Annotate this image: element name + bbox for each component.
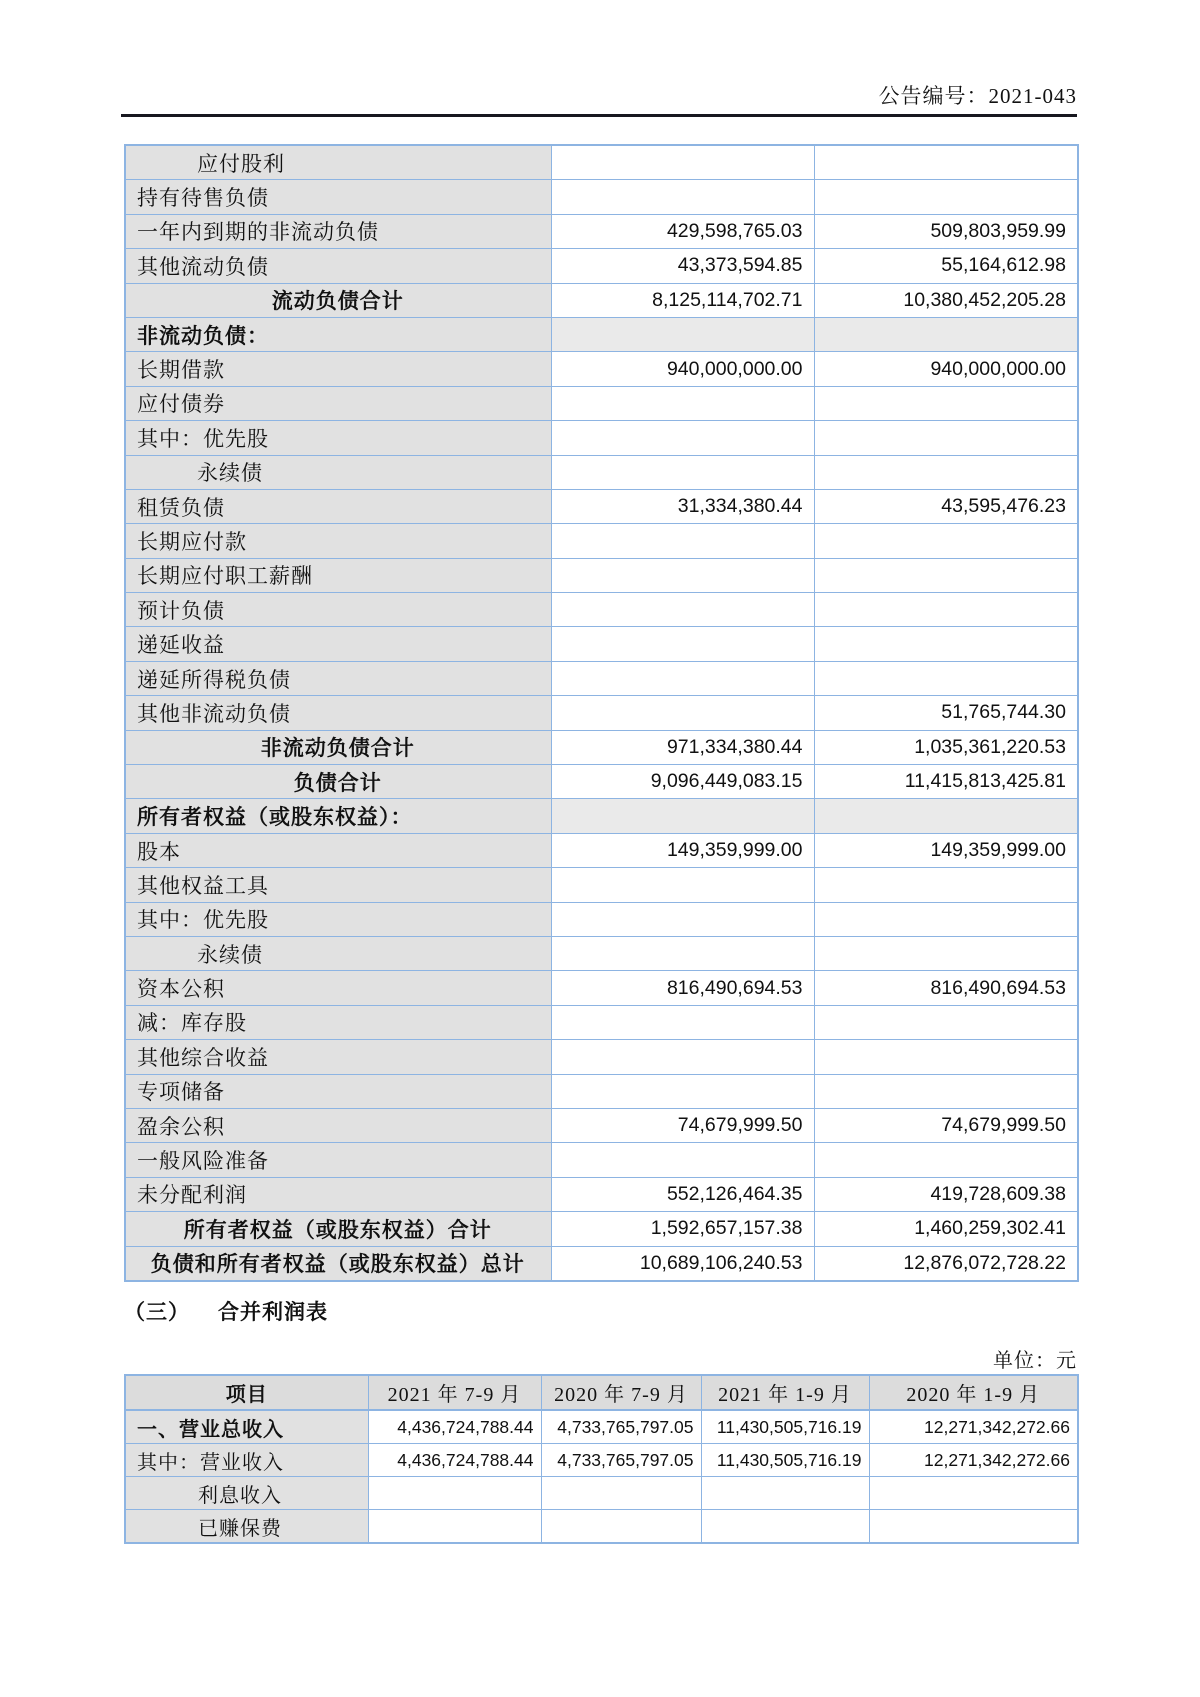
row-label: 其他综合收益 <box>125 1040 551 1074</box>
announcement-number: 公告编号：2021-043 <box>878 84 1077 108</box>
bs-value-1 <box>551 524 814 558</box>
is-value-4 <box>869 1477 1078 1510</box>
header-rule <box>121 114 1077 117</box>
row-label: 负债和所有者权益（或股东权益）总计 <box>125 1246 551 1281</box>
bs-value-2: 12,876,072,728.22 <box>814 1246 1078 1281</box>
is-value-4 <box>869 1510 1078 1544</box>
table-row-total <box>125 1246 1078 1281</box>
is-value-1: 4,436,724,788.44 <box>368 1444 541 1477</box>
bs-value-1 <box>551 421 814 455</box>
row-label: 租赁负债 <box>125 489 551 523</box>
row-label: 一、营业总收入 <box>125 1410 368 1444</box>
bs-value-2 <box>814 1143 1078 1177</box>
row-label: 永续债 <box>125 455 551 489</box>
table-row <box>125 352 1078 386</box>
bs-value-1 <box>551 936 814 970</box>
row-label: 一年内到期的非流动负债 <box>125 214 551 248</box>
is-value-1: 4,436,724,788.44 <box>368 1410 541 1444</box>
table-row <box>125 868 1078 902</box>
row-label: 预计负债 <box>125 593 551 627</box>
bs-value-2 <box>814 386 1078 420</box>
table-row <box>125 627 1078 661</box>
bs-value-1: 10,689,106,240.53 <box>551 1246 814 1281</box>
row-label: 非流动负债合计 <box>125 730 551 764</box>
bs-value-2: 51,765,744.30 <box>814 696 1078 730</box>
bs-value-2 <box>814 936 1078 970</box>
row-label: 流动负债合计 <box>125 283 551 317</box>
bs-value-2 <box>814 421 1078 455</box>
bs-value-2 <box>814 558 1078 592</box>
table-row-total <box>125 765 1078 799</box>
row-label: 永续债 <box>125 936 551 970</box>
row-label: 未分配利润 <box>125 1177 551 1211</box>
bs-value-2 <box>814 180 1078 214</box>
bs-value-1: 31,334,380.44 <box>551 489 814 523</box>
bs-value-2 <box>814 1074 1078 1108</box>
bs-value-1: 74,679,999.50 <box>551 1108 814 1142</box>
bs-value-1 <box>551 1143 814 1177</box>
bs-value-1 <box>551 593 814 627</box>
bs-value-2: 149,359,999.00 <box>814 833 1078 867</box>
section-number: （三） <box>124 1300 190 1324</box>
table-row <box>125 558 1078 592</box>
balance-sheet-table <box>124 144 1079 1282</box>
bs-value-2: 816,490,694.53 <box>814 971 1078 1005</box>
bs-value-1 <box>551 317 814 351</box>
is-value-2 <box>541 1510 701 1544</box>
table-row <box>125 489 1078 523</box>
bs-value-1 <box>551 558 814 592</box>
row-label: 盈余公积 <box>125 1108 551 1142</box>
row-label: 利息收入 <box>125 1477 368 1510</box>
bs-value-2: 940,000,000.00 <box>814 352 1078 386</box>
table-row <box>125 1074 1078 1108</box>
bs-value-2 <box>814 593 1078 627</box>
table-row <box>125 593 1078 627</box>
table-row <box>125 1510 1078 1544</box>
row-label: 减：库存股 <box>125 1005 551 1039</box>
table-row <box>125 1005 1078 1039</box>
bs-value-1 <box>551 696 814 730</box>
is-value-4: 12,271,342,272.66 <box>869 1444 1078 1477</box>
is-value-2 <box>541 1477 701 1510</box>
bs-value-2 <box>814 524 1078 558</box>
bs-value-2: 10,380,452,205.28 <box>814 283 1078 317</box>
bs-value-1: 8,125,114,702.71 <box>551 283 814 317</box>
table-row <box>125 249 1078 283</box>
bs-value-2 <box>814 868 1078 902</box>
is-value-3 <box>701 1510 869 1544</box>
row-label: 长期借款 <box>125 352 551 386</box>
row-label: 其中：优先股 <box>125 902 551 936</box>
unit-label: 单位：元 <box>993 1350 1077 1372</box>
row-label: 所有者权益（或股东权益）： <box>125 799 551 833</box>
table-row <box>125 1108 1078 1142</box>
row-label: 股本 <box>125 833 551 867</box>
row-label: 其中：营业收入 <box>125 1444 368 1477</box>
row-label: 其他流动负债 <box>125 249 551 283</box>
bs-value-2 <box>814 145 1078 180</box>
bs-value-1: 429,598,765.03 <box>551 214 814 248</box>
table-row-total <box>125 1212 1078 1246</box>
table-row <box>125 936 1078 970</box>
row-label: 已赚保费 <box>125 1510 368 1544</box>
row-label: 其他权益工具 <box>125 868 551 902</box>
bs-value-2 <box>814 1005 1078 1039</box>
is-value-2: 4,733,765,797.05 <box>541 1444 701 1477</box>
table-row-section <box>125 317 1078 351</box>
bs-value-2: 1,460,259,302.41 <box>814 1212 1078 1246</box>
table-row <box>125 1444 1078 1477</box>
column-header-2020-q3: 2020 年 7-9 月 <box>541 1375 701 1410</box>
column-header-2021-ytd: 2021 年 1-9 月 <box>701 1375 869 1410</box>
bs-value-2 <box>814 1040 1078 1074</box>
table-row <box>125 1177 1078 1211</box>
bs-value-1 <box>551 627 814 661</box>
table-row <box>125 524 1078 558</box>
table-row <box>125 214 1078 248</box>
table-row <box>125 661 1078 695</box>
table-row <box>125 180 1078 214</box>
bs-value-1 <box>551 799 814 833</box>
table-row <box>125 902 1078 936</box>
is-value-3: 11,430,505,716.19 <box>701 1410 869 1444</box>
is-value-3: 11,430,505,716.19 <box>701 1444 869 1477</box>
table-row <box>125 971 1078 1005</box>
table-header-row <box>125 1375 1078 1410</box>
row-label: 持有待售负债 <box>125 180 551 214</box>
bs-value-2 <box>814 902 1078 936</box>
row-label: 资本公积 <box>125 971 551 1005</box>
row-label: 一般风险准备 <box>125 1143 551 1177</box>
bs-value-1: 940,000,000.00 <box>551 352 814 386</box>
column-header-2020-ytd: 2020 年 1-9 月 <box>869 1375 1078 1410</box>
bs-value-1 <box>551 868 814 902</box>
income-statement-table <box>124 1374 1079 1544</box>
is-value-3 <box>701 1477 869 1510</box>
table-row <box>125 1143 1078 1177</box>
bs-value-1 <box>551 455 814 489</box>
row-label: 应付债券 <box>125 386 551 420</box>
row-label: 非流动负债： <box>125 317 551 351</box>
bs-value-1: 9,096,449,083.15 <box>551 765 814 799</box>
row-label: 递延所得税负债 <box>125 661 551 695</box>
bs-value-2 <box>814 661 1078 695</box>
bs-value-2 <box>814 455 1078 489</box>
table-row-section <box>125 799 1078 833</box>
row-label: 所有者权益（或股东权益）合计 <box>125 1212 551 1246</box>
bs-value-2: 11,415,813,425.81 <box>814 765 1078 799</box>
is-value-1 <box>368 1510 541 1544</box>
bs-value-2 <box>814 799 1078 833</box>
bs-value-1: 816,490,694.53 <box>551 971 814 1005</box>
row-label: 其他非流动负债 <box>125 696 551 730</box>
bs-value-1 <box>551 386 814 420</box>
table-row <box>125 1410 1078 1444</box>
row-label: 递延收益 <box>125 627 551 661</box>
bs-value-2 <box>814 317 1078 351</box>
bs-value-1: 971,334,380.44 <box>551 730 814 764</box>
bs-value-1 <box>551 1040 814 1074</box>
bs-value-1: 1,592,657,157.38 <box>551 1212 814 1246</box>
table-row <box>125 386 1078 420</box>
bs-value-1: 149,359,999.00 <box>551 833 814 867</box>
row-label: 长期应付职工薪酬 <box>125 558 551 592</box>
bs-value-1 <box>551 145 814 180</box>
section-heading <box>124 1296 328 1326</box>
is-value-4: 12,271,342,272.66 <box>869 1410 1078 1444</box>
bs-value-1 <box>551 1005 814 1039</box>
is-value-1 <box>368 1477 541 1510</box>
bs-value-2: 55,164,612.98 <box>814 249 1078 283</box>
table-row <box>125 833 1078 867</box>
bs-value-1 <box>551 180 814 214</box>
bs-value-1 <box>551 1074 814 1108</box>
is-value-2: 4,733,765,797.05 <box>541 1410 701 1444</box>
bs-value-1 <box>551 902 814 936</box>
table-row <box>125 421 1078 455</box>
row-label: 长期应付款 <box>125 524 551 558</box>
column-header-2021-q3: 2021 年 7-9 月 <box>368 1375 541 1410</box>
table-row <box>125 455 1078 489</box>
bs-value-1 <box>551 661 814 695</box>
bs-value-1: 552,126,464.35 <box>551 1177 814 1211</box>
column-header-item: 项目 <box>125 1375 368 1410</box>
section-title: 合并利润表 <box>218 1300 328 1324</box>
bs-value-2: 74,679,999.50 <box>814 1108 1078 1142</box>
bs-value-1: 43,373,594.85 <box>551 249 814 283</box>
table-row-total <box>125 730 1078 764</box>
bs-value-2: 509,803,959.99 <box>814 214 1078 248</box>
bs-value-2 <box>814 627 1078 661</box>
table-row <box>125 145 1078 180</box>
row-label: 负债合计 <box>125 765 551 799</box>
table-row-total <box>125 283 1078 317</box>
bs-value-2: 419,728,609.38 <box>814 1177 1078 1211</box>
bs-value-2: 1,035,361,220.53 <box>814 730 1078 764</box>
table-row <box>125 696 1078 730</box>
table-row <box>125 1040 1078 1074</box>
row-label: 专项储备 <box>125 1074 551 1108</box>
row-label: 其中：优先股 <box>125 421 551 455</box>
bs-value-2: 43,595,476.23 <box>814 489 1078 523</box>
row-label: 应付股利 <box>125 145 551 180</box>
table-row <box>125 1477 1078 1510</box>
